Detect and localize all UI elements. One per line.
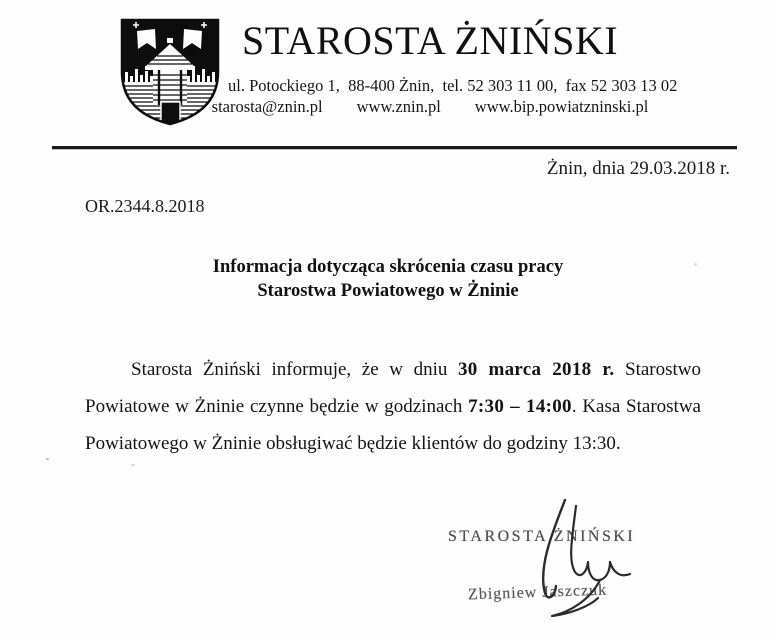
scan-speckle bbox=[131, 464, 135, 466]
body-intro: Starosta Żniński informuje, że w dniu bbox=[131, 359, 458, 380]
subject-title bbox=[0, 255, 776, 303]
place-date: Żnin, dnia 29.03.2018 r. bbox=[546, 158, 730, 179]
body-bold-hours: 7:30 – 14:00 bbox=[468, 396, 572, 417]
scan-speckle bbox=[694, 263, 697, 266]
subject-line-1: Informacja dotycząca skrócenia czasu pracy bbox=[212, 257, 564, 277]
bip-website-text: www.bip.powiatzninski.pl bbox=[474, 97, 649, 116]
body-paragraph bbox=[85, 351, 701, 462]
body-middle: Starostwo Powiatowe w Żninie czynne będzie w godzinach bbox=[85, 359, 701, 417]
body-bold-date: 30 marca 2018 r. bbox=[457, 359, 615, 380]
scan-speckle bbox=[46, 458, 49, 460]
stamp-signer-name: Zbigniew Jaszczuk bbox=[467, 581, 608, 604]
body-ending: . Kasa Starostwa Powiatowego w Żninie obsługiwać będzie klientów do godziny 13:30. bbox=[85, 396, 701, 454]
coat-of-arms-svg bbox=[117, 16, 223, 128]
subject-line-2: Starostwa Powiatowego w Żninie bbox=[257, 281, 519, 301]
website-text: www.znin.pl bbox=[356, 97, 441, 116]
contact-line bbox=[211, 97, 649, 116]
stamp-title: STAROSTA ŻNIŃSKI bbox=[448, 528, 636, 545]
reference-number: OR.2344.8.2018 bbox=[85, 196, 205, 216]
org-name: STAROSTA ŻNIŃSKI bbox=[241, 18, 619, 63]
handwritten-signature-icon bbox=[440, 488, 660, 633]
address-line: ul. Potockiego 1, 88-400 Żnin, tel. 52 303 11 00, fax 52 303 13 02 bbox=[228, 76, 678, 95]
letterhead bbox=[211, 18, 678, 116]
header-divider bbox=[52, 146, 737, 149]
email-text: starosta@znin.pl bbox=[211, 97, 323, 116]
znin-coat-of-arms-icon bbox=[117, 16, 223, 128]
